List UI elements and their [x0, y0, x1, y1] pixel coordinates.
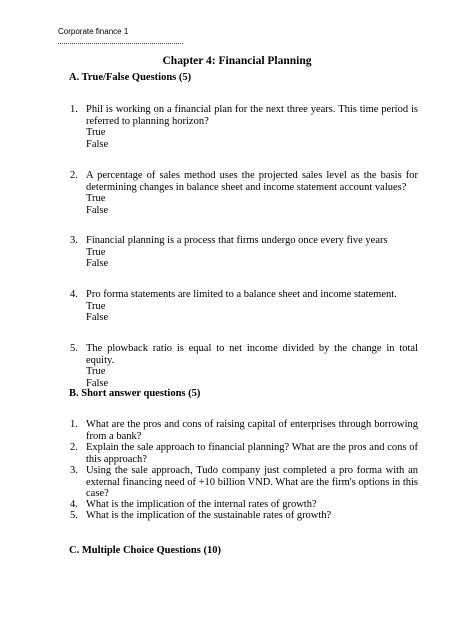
sa-question-5 [70, 510, 418, 522]
option-true: True [86, 246, 106, 258]
option-false: False [86, 204, 109, 216]
section-c-heading: C. Multiple Choice Questions (10) [69, 545, 221, 556]
option-true: True [86, 300, 106, 312]
question-text: Phil is working on a financial plan for the next three years. This time period is referred to planning horizon? [86, 104, 418, 127]
option-false: False [86, 258, 109, 269]
sa-question-2 [70, 442, 418, 465]
question-number: 1. [70, 419, 78, 430]
question-number: 5. [70, 510, 78, 521]
question-text: Explain the sale approach to financial planning? What are the pros and cons of this approach? [86, 442, 418, 465]
section-a-heading: A. True/False Questions (5) [69, 72, 192, 83]
header-dotted-rule [58, 43, 183, 44]
section-b-heading: B. Short answer questions (5) [69, 388, 201, 399]
question-text: The plowback ratio is equal to net income divided by the change in total equity. [86, 343, 418, 366]
question-number: 3. [70, 235, 78, 246]
option-false: False [86, 138, 109, 150]
question-number: 5. [70, 343, 78, 354]
tf-question-1 [70, 104, 418, 150]
option-true: True [86, 127, 106, 138]
sa-question-3 [70, 465, 418, 500]
question-text: What are the pros and cons of raising capital of enterprises through borrowing from a bank? [86, 419, 418, 442]
question-number: 1. [70, 104, 78, 115]
question-text: Financial planning is a process that firms undergo once every five years [86, 235, 388, 246]
question-text: What is the implication of the internal rates of growth? [86, 499, 317, 510]
question-number: 4. [70, 289, 78, 300]
option-false: False [86, 377, 109, 389]
question-number: 4. [70, 499, 78, 510]
tf-question-5 [70, 343, 418, 389]
question-text: What is the implication of the sustainable rates of growth? [86, 510, 332, 521]
sa-question-1 [70, 419, 418, 442]
question-number: 3. [70, 465, 78, 476]
question-text: Using the sale approach, Tudo company just completed a pro forma with an external financing need of +10 billion VND. What are the firm's options in this case? [86, 465, 418, 499]
tf-question-2 [70, 170, 418, 216]
option-true: True [86, 366, 106, 377]
option-false: False [86, 312, 109, 323]
question-text: Pro forma statements are limited to a balance sheet and income statement. [86, 289, 397, 300]
tf-question-4 [70, 289, 418, 324]
option-true: True [86, 193, 106, 204]
question-number: 2. [70, 442, 78, 453]
chapter-title: Chapter 4: Financial Planning [162, 55, 312, 67]
tf-question-3 [70, 235, 418, 270]
question-text: A percentage of sales method uses the projected sales level as the basis for determining changes in balance sheet and income statement account values? [86, 170, 418, 193]
document-header: Corporate finance 1 [58, 27, 129, 36]
sa-question-4 [70, 499, 418, 511]
question-number: 2. [70, 170, 78, 181]
